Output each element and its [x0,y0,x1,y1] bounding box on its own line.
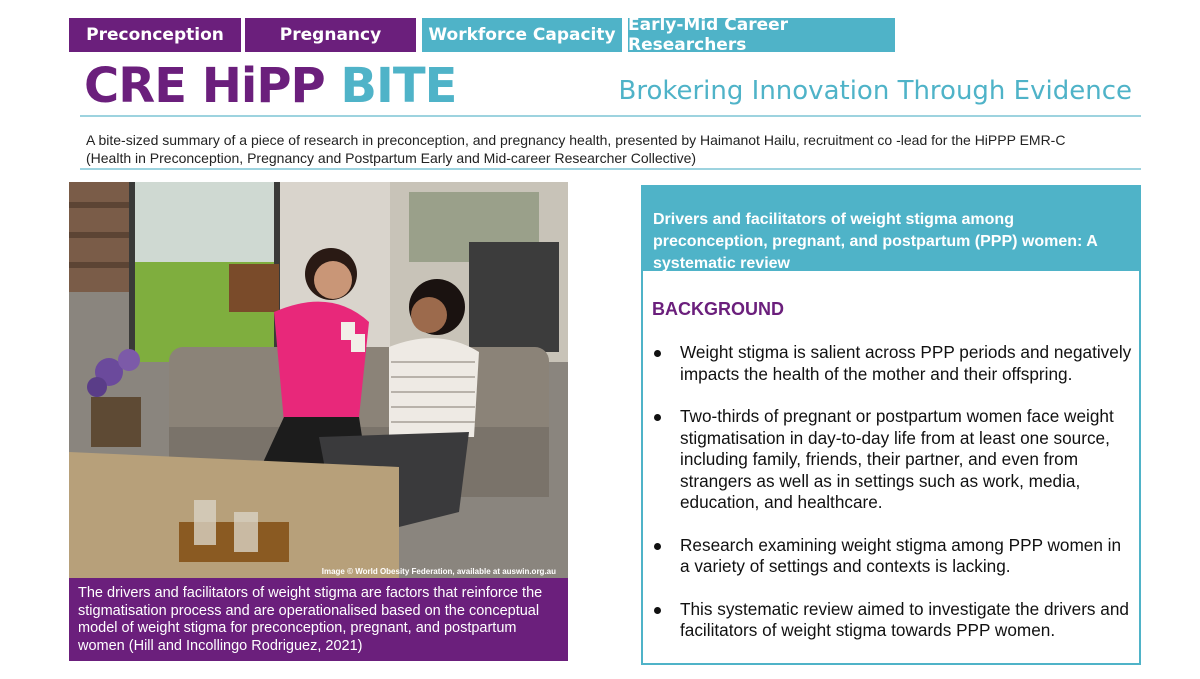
background-bullet-list [643,342,1133,663]
bullet-text: This systematic review aimed to investigate the drivers and facilitators of weight stigma towards PPP women. [680,598,1129,640]
tagline: Brokering Innovation Through Evidence [618,76,1132,106]
intro-line-2: (Health in Preconception, Pregnancy and Postpartum Early and Mid-career Researcher Collective) [86,150,697,166]
logo [84,58,456,114]
section-title-background: BACKGROUND [652,299,784,319]
photo-illustration [69,182,568,579]
summary-panel [641,185,1141,665]
bullet-icon [654,543,661,550]
logo-part-cre-hipp: CRE HiPP [84,58,325,114]
bullet-icon [654,350,661,357]
list-item [643,535,1133,578]
bullet-icon [654,414,661,421]
tab-preconception: Preconception [69,18,241,52]
intro-text [86,131,1146,167]
list-item [643,406,1133,514]
tab-workforce-capacity: Workforce Capacity [422,18,622,52]
logo-part-bite: BITE [340,58,457,114]
list-item [643,342,1133,385]
photo-two-women-on-sofa [69,182,568,579]
image-credit: Image © World Obesity Federation, available at auswin.org.au [321,567,556,576]
image-caption: The drivers and facilitators of weight stigma are factors that reinforce the stigmatisation process and are operationalised based on the conceptual model of weight stigma for preconception, pregnant, and postpartum women (Hill and Incollingo Rodriguez, 2021) [69,578,568,661]
bullet-icon [654,607,661,614]
bullet-text: Two-thirds of pregnant or postpartum women face weight stigmatisation in day-to-day life from at least one source, including family, friends, their partner, and even from strangers as well as in settings such as work, media, education, and healthcare. [680,406,1114,512]
list-item [643,599,1133,642]
tab-early-mid-career-researchers: Early-Mid Career Researchers [628,18,895,52]
tab-pregnancy: Pregnancy [245,18,416,52]
divider [80,115,1141,117]
divider [80,168,1141,170]
intro-line-1: A bite-sized summary of a piece of research in preconception, and pregnancy health, presented by Haimanot Hailu, recruitment co -lead for the HiPPP EMR-C [86,132,1066,148]
bullet-text: Research examining weight stigma among PPP women in a variety of settings and contexts is lacking. [680,534,1122,576]
panel-title: Drivers and facilitators of weight stigma among preconception, pregnant, and postpartum (PPP) women: A systematic review [643,187,1139,271]
bullet-text: Weight stigma is salient across PPP periods and negatively impacts the health of the mother and their offspring. [680,342,1132,384]
